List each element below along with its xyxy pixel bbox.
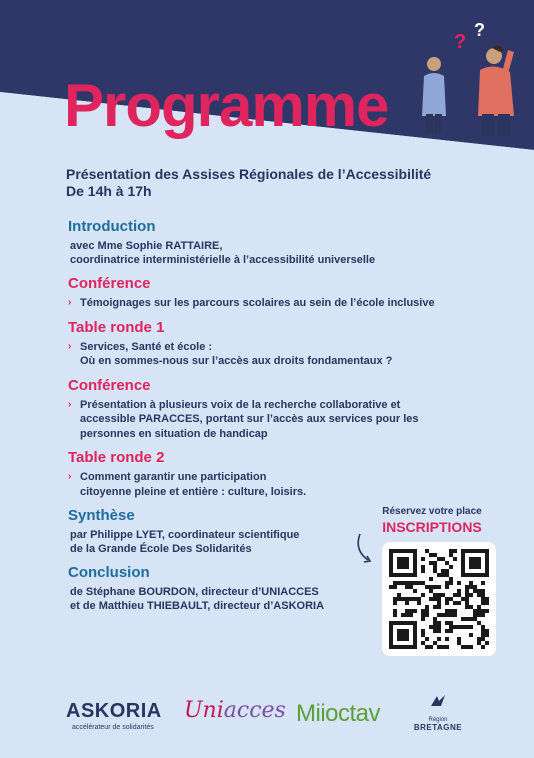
section-conference-2 (68, 377, 508, 442)
page-title: Programme (64, 72, 389, 139)
qr-code[interactable] (389, 549, 489, 649)
uniacces-logo-part1: Uni (184, 698, 224, 723)
region-bretagne-logo (412, 692, 464, 732)
bullet-text: Où en sommes-nous sur l’accès aux droits fondamentaux ? (80, 355, 393, 367)
section-heading: Table ronde 1 (68, 318, 165, 336)
inscriptions-link[interactable]: INSCRIPTIONS (382, 519, 482, 535)
svg-text:?: ? (474, 20, 485, 40)
chevron-right-icon: › (68, 398, 72, 410)
section-heading: Conférence (68, 376, 151, 394)
uniacces-logo-part2: acces (223, 698, 286, 723)
section-text: par Philippe LYET, coordinateur scientifique (70, 529, 300, 541)
section-heading: Conclusion (68, 564, 150, 581)
bretagne-logo-small: Région (428, 717, 448, 723)
event-title: Présentation des Assises Régionales de l’Accessibilité (66, 166, 432, 182)
partner-logos (0, 690, 534, 740)
bullet-text: Services, Santé et école : (80, 340, 213, 353)
bullet-text: Témoignages sur les parcours scolaires au sein de l’école inclusive (80, 297, 435, 309)
section-table-ronde-2 (68, 449, 508, 499)
qr-code-frame[interactable] (382, 542, 496, 656)
curved-arrow-icon (354, 532, 384, 568)
bullet-item (68, 296, 508, 311)
askoria-logo-name: ASKORIA (66, 700, 162, 722)
event-time: De 14h à 17h (66, 183, 152, 199)
bullet-item (68, 340, 508, 369)
people-question-illustration (416, 16, 526, 136)
octav-logo (296, 700, 380, 728)
section-heading: Table ronde 2 (68, 449, 165, 466)
section-text: et de Matthieu THIEBAULT, directeur d’ASKORIA (70, 600, 325, 612)
section-heading: Synthèse (68, 507, 135, 524)
section-table-ronde-1 (68, 319, 508, 369)
octav-logo-name: Miioctav (296, 700, 381, 727)
section-text: avec Mme Sophie RATTAIRE, (70, 240, 223, 252)
registration-box (370, 506, 500, 535)
bullet-text: Comment garantir une participation (80, 471, 267, 483)
bullet-text: personnes en situation de handicap (80, 427, 268, 440)
bullet-item (68, 470, 508, 499)
chevron-right-icon: › (68, 471, 72, 482)
bullet-text: accessible PARACCES, portant sur l’accès aux services pour les (80, 413, 419, 425)
askoria-logo-tagline: accélérateur de solidarités (72, 724, 154, 731)
section-text: de Stéphane BOURDON, directeur d’UNIACCES (70, 586, 319, 598)
section-conference-1 (68, 275, 508, 311)
section-heading: Introduction (68, 218, 156, 235)
event-subtitle (66, 166, 431, 200)
section-text: de la Grande École Des Solidarités (70, 543, 252, 555)
reserve-label: Réservez votre place (382, 506, 482, 517)
bullet-item (68, 398, 508, 442)
askoria-logo (66, 700, 162, 731)
svg-text:?: ? (454, 31, 467, 53)
chevron-right-icon: › (68, 340, 72, 352)
bullet-text: citoyenne pleine et entière : culture, loisirs. (80, 485, 307, 498)
uniacces-logo (184, 698, 286, 723)
bretagne-logo-name: BRETAGNE (413, 723, 463, 732)
section-introduction (68, 218, 508, 267)
bullet-text: Présentation à plusieurs voix de la recherche collaborative et (80, 398, 401, 411)
chevron-right-icon: › (68, 297, 72, 308)
ermine-icon (428, 692, 448, 712)
section-heading: Conférence (68, 275, 151, 292)
section-text: coordinatrice interministérielle à l’accessibilité universelle (70, 254, 376, 266)
